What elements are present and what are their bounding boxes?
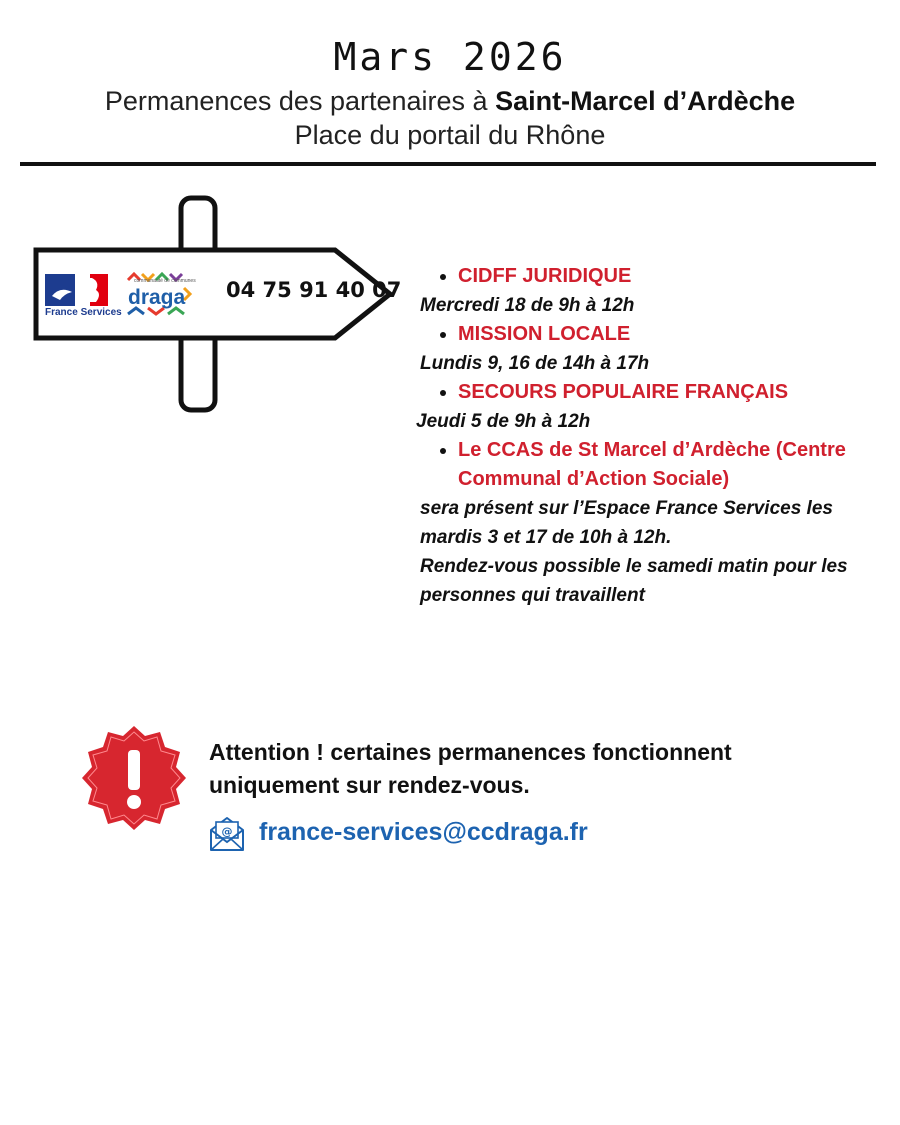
france-services-label: France Services (45, 307, 122, 318)
schedule-item (416, 378, 890, 436)
france-services-logo (45, 274, 108, 306)
schedule-item-detail: Lundis 9, 16 de 14h à 17h (420, 353, 650, 374)
schedule-item-detail: Mercredi 18 de 9h à 12h (420, 295, 635, 316)
subtitle (0, 84, 900, 118)
schedule-item (420, 262, 890, 320)
schedule-item (420, 320, 890, 378)
mail-icon (207, 814, 247, 854)
schedule-item (420, 436, 890, 610)
schedule-item-title: Le CCAS de St Marcel d’Ardèche (Centre Communal d’Action Sociale) (420, 436, 890, 494)
header (0, 34, 900, 152)
svg-text:@: @ (221, 825, 233, 838)
schedule-list (416, 262, 890, 610)
schedule-item-title: SECOURS POPULAIRE FRANÇAIS (420, 378, 890, 407)
page-title: Mars 2026 (333, 35, 567, 79)
subtitle-location: Saint-Marcel d’Ardèche (495, 86, 796, 116)
header-divider (20, 162, 876, 166)
place-line: Place du portail du Rhône (294, 120, 606, 150)
signpost (30, 194, 400, 414)
draga-small-label: communauté de communes (134, 278, 196, 284)
phone-number[interactable]: 04 75 91 40 07 (226, 278, 402, 302)
schedule-item-title: CIDFF JURIDIQUE (420, 262, 890, 291)
exclamation-badge-icon (78, 722, 190, 834)
attention-notice: Attention ! certaines permanences fonctionnent uniquement sur rendez-vous. (209, 739, 732, 798)
schedule-item-detail: Rendez-vous possible le samedi matin pour les personnes qui travaillent (420, 556, 848, 606)
subtitle-prefix: Permanences des partenaires à (104, 86, 496, 116)
email-link[interactable]: france-services@ccdraga.fr (259, 818, 588, 846)
schedule-item-title: MISSION LOCALE (420, 320, 890, 349)
schedule-item-detail: Jeudi 5 de 9h à 12h (416, 411, 591, 432)
schedule-item-detail: sera présent sur l’Espace France Services les mardis 3 et 17 de 10h à 12h. (420, 498, 833, 548)
signpost-icon (30, 194, 400, 414)
draga-label: draga (128, 286, 186, 309)
